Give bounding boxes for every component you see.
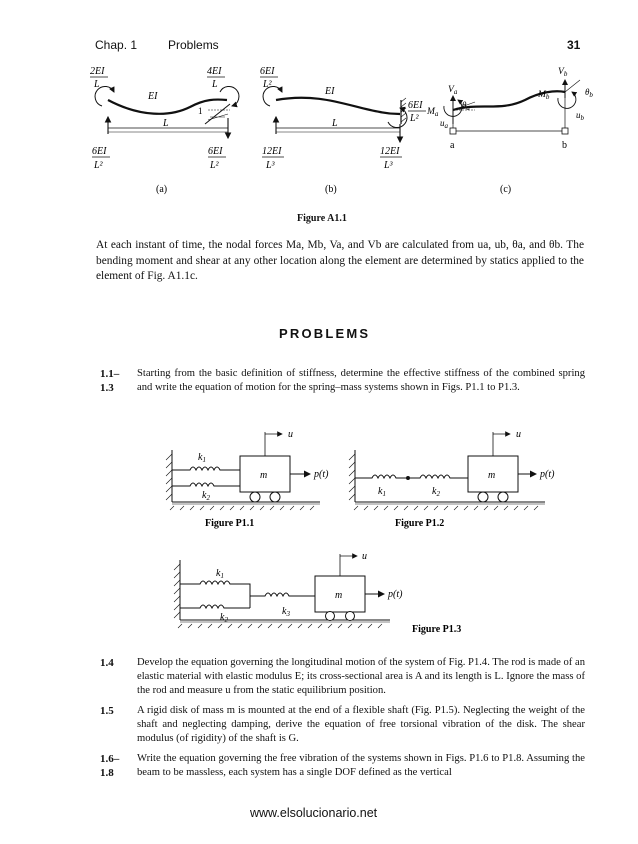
svg-text:4EI: 4EI bbox=[207, 66, 222, 77]
problem-text: A rigid disk of mass m is mounted at the end of a flexible shaft (Fig. P1.5). Neglecting the weight of the shaft and neglecting damping, derive the equation of free torsional vibration of the disk. The shear modulus (of rigidity) of the shaft is G. bbox=[137, 705, 585, 745]
problem-number: 1.6– 1.8 bbox=[100, 753, 120, 779]
footer-url[interactable]: www.elsolucionario.net bbox=[250, 806, 378, 820]
figure-p1-2-caption: Figure P1.2 bbox=[395, 518, 445, 529]
svg-text:Mb: $M_b$ bbox=[538, 90, 550, 101]
panel-a bbox=[90, 66, 239, 195]
svg-text:u: u bbox=[288, 429, 293, 440]
svg-text:1: 1 bbox=[198, 106, 203, 116]
chapter-label: Chap. 1 bbox=[95, 38, 138, 52]
svg-text:m: m bbox=[260, 470, 268, 481]
svg-text:k1: $k_1$ bbox=[378, 486, 386, 498]
svg-text:k3: $k_3$ bbox=[282, 606, 290, 618]
svg-text:Va: $V_a$ bbox=[448, 85, 458, 96]
svg-text:6EI: 6EI bbox=[408, 100, 423, 111]
problems-heading: PROBLEMS bbox=[279, 326, 371, 341]
svg-text:Vb: $V_b$ bbox=[558, 67, 568, 78]
figure-p1-2 bbox=[349, 429, 555, 529]
svg-text:6EI: 6EI bbox=[92, 146, 107, 157]
svg-text:6EI: 6EI bbox=[208, 146, 223, 157]
intro-paragraph: At each instant of time, the nodal forces Ma, Mb, Va, and Vb are calculated from ua, ub, θa, and θb. The bending moment and shear at any other location along the element are determined by statics applied to the element of Fig. A1.1c. bbox=[96, 239, 584, 282]
svg-text:m: m bbox=[488, 470, 496, 481]
svg-text:L²: L² bbox=[410, 113, 419, 124]
svg-text:u: u bbox=[362, 551, 367, 562]
svg-text:k1: $k_1$ bbox=[216, 568, 224, 580]
svg-text:12EI: 12EI bbox=[262, 146, 282, 157]
panel-c-label: (c) bbox=[500, 184, 512, 195]
svg-text:ub: $u_b$ bbox=[576, 110, 584, 122]
figure-p1-1 bbox=[166, 429, 329, 529]
svg-text:L²: L² bbox=[263, 79, 272, 90]
panel-a-label: (a) bbox=[156, 184, 168, 195]
figure-p1-1-caption: Figure P1.1 bbox=[205, 518, 255, 529]
svg-text:L: L bbox=[94, 79, 100, 90]
svg-text:L³: L³ bbox=[384, 160, 393, 171]
svg-text:k2: $k_2$ bbox=[432, 486, 440, 498]
svg-text:L³: L³ bbox=[266, 160, 275, 171]
a-top-left-num: 2EI bbox=[90, 66, 105, 77]
svg-text:L²: L² bbox=[210, 160, 219, 171]
svg-text:Ma: $M_a$ bbox=[427, 107, 439, 118]
svg-text:k2: $k_2$ bbox=[220, 612, 228, 624]
problem-text: Write the equation governing the free vibration of the systems shown in Figs. P1.6 to P1.8. Assuming the beam to be massless, each system has a single DOF defined as the vertical bbox=[137, 753, 585, 779]
problem-text: Starting from the basic definition of stiffness, determine the effective stiffness of the combined spring and write the equation of motion for the spring–mass systems shown in Figs. P1.1 to P1.3. bbox=[137, 368, 585, 394]
a-ei-label: EI bbox=[148, 91, 158, 102]
svg-text:b: b bbox=[562, 140, 567, 151]
svg-text:ua: $u_a$ bbox=[440, 118, 448, 130]
svg-text:p(t): p(t) bbox=[388, 589, 403, 600]
svg-text:p(t): p(t) bbox=[540, 469, 555, 480]
problem-number: 1.1– 1.3 bbox=[100, 368, 120, 394]
svg-text:θb: $\theta_b$ bbox=[585, 87, 593, 99]
problem-text: Develop the equation governing the longitudinal motion of the system of Fig. P1.4. The rod is made of an elastic material with elastic modulus E; its cross-sectional area is A and its length is L. Ignore the mass of the rod and measure u from the static equilibrium position. bbox=[137, 657, 585, 697]
svg-text:L²: L² bbox=[94, 160, 103, 171]
panel-b-label: (b) bbox=[325, 184, 337, 195]
svg-text:EI: EI bbox=[325, 86, 335, 97]
panel-c bbox=[426, 67, 593, 195]
svg-text:L: L bbox=[212, 79, 218, 90]
svg-text:L: L bbox=[332, 118, 338, 129]
svg-text:m: m bbox=[335, 590, 343, 601]
panel-b bbox=[260, 66, 426, 195]
page-number: 31 bbox=[567, 38, 581, 52]
svg-text:a: a bbox=[450, 140, 455, 151]
figure-a1-1 bbox=[80, 62, 600, 207]
svg-text:12EI: 12EI bbox=[380, 146, 400, 157]
svg-text:k1: $k_1$ bbox=[198, 452, 206, 464]
svg-text:θa: $\theta_a$ bbox=[462, 100, 470, 112]
figure-p1-3 bbox=[174, 551, 461, 635]
svg-text:u: u bbox=[516, 429, 521, 440]
section-label: Problems bbox=[168, 38, 219, 52]
svg-text:L: L bbox=[163, 118, 169, 129]
svg-text:k2: $k_2$ bbox=[202, 490, 210, 502]
problem-number: 1.5 bbox=[100, 705, 114, 717]
figure-a1-caption: Figure A1.1 bbox=[297, 213, 347, 224]
svg-text:6EI: 6EI bbox=[260, 66, 275, 77]
figure-p1-3-caption: Figure P1.3 bbox=[412, 624, 462, 635]
problem-number: 1.4 bbox=[100, 657, 114, 669]
svg-text:p(t): p(t) bbox=[314, 469, 329, 480]
figures-p1-1-p1-2 bbox=[150, 420, 590, 635]
